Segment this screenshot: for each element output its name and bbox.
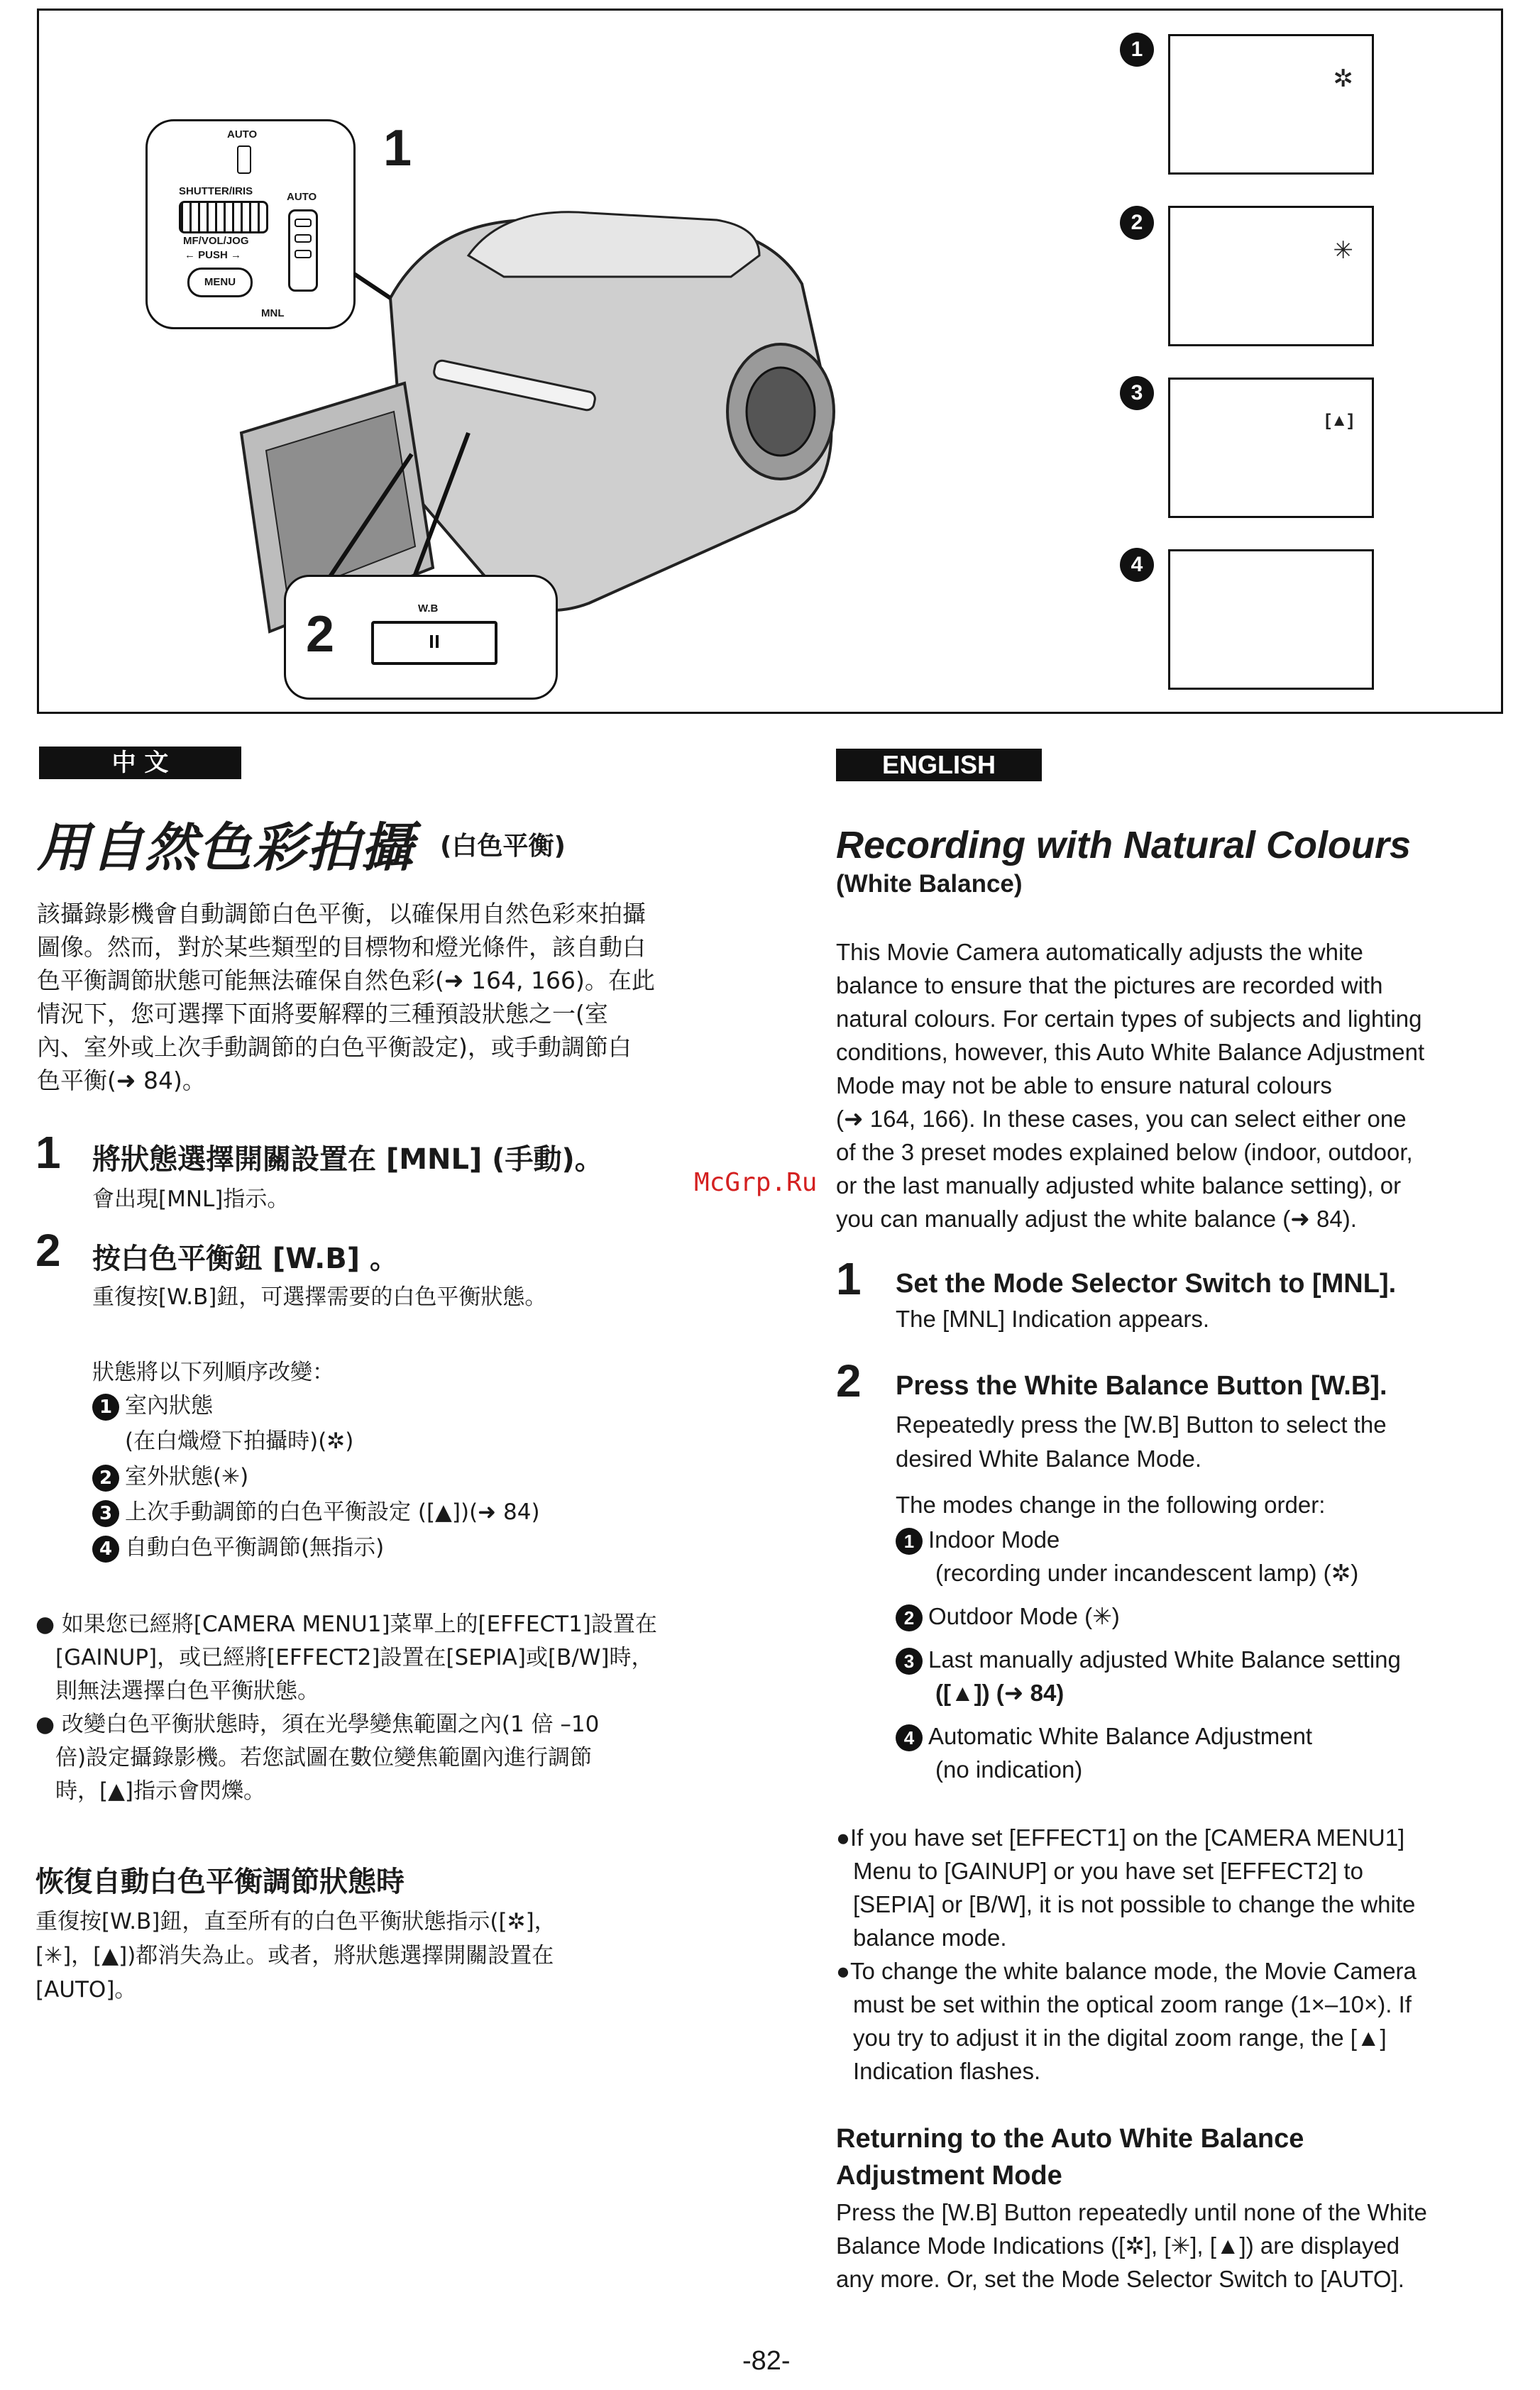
menu-button[interactable]: MENU (187, 268, 253, 297)
return-heading-line: Adjustment Mode (836, 2161, 1062, 2191)
return-line: any more. Or, set the Mode Selector Switch to [AUTO]. (836, 2266, 1404, 2292)
en-return-heading (836, 2120, 1304, 2194)
mode-text: Automatic White Balance Adjustment (928, 1723, 1313, 1749)
watermark: McGrp.Ru (694, 1168, 818, 1197)
zh-step1-title: 將狀態選擇開關設置在 [MNL] (手動)。 (92, 1143, 603, 1176)
en-intro-line: (➜ 164, 166). In these cases, you can select either one (836, 1106, 1407, 1132)
mode-number: 3 (92, 1500, 119, 1527)
note-line: If you have set [EFFECT1] on the [CAMERA MENU1] (849, 1824, 1405, 1851)
mode-selector-switch[interactable] (288, 209, 318, 292)
zh-mode-item (92, 1494, 540, 1530)
manual-wb-icon: [▲] (1325, 411, 1353, 430)
en-note: ●To change the white balance mode, the Movie Camera must be set within the optical zoom range (1×–10×). If you try to adjust it in the digital zoom range, the [▲] Indication flashes. (836, 1954, 1517, 2088)
zh-return-text (35, 1905, 731, 2007)
zh-subtitle: (白色平衡) (440, 832, 566, 861)
en-title: Recording with Natural Colours (836, 824, 1412, 866)
mode-number: 4 (896, 1724, 923, 1751)
note-line: [GAINUP]，或已經將[EFFECT2]設置在[SEPIA]或[B/W]時， (55, 1645, 654, 1670)
en-step1-text: The [MNL] Indication appears. (896, 1306, 1210, 1332)
screen-number: 1 (1120, 33, 1154, 67)
zh-order-intro: 狀態將以下列順序改變： (92, 1360, 334, 1385)
mode-number: 1 (92, 1394, 119, 1421)
auto-label: AUTO (227, 128, 258, 141)
zh-return-heading: 恢復自動白色平衡調節狀態時 (35, 1866, 405, 1898)
en-notes (836, 1821, 1517, 2088)
en-return-text (836, 2196, 1517, 2296)
en-intro-line: balance to ensure that the pictures are recorded with (836, 972, 1383, 998)
en-intro-line: conditions, however, this Auto White Balance Adjustment (836, 1039, 1425, 1065)
return-line: Press the [W.B] Button repeatedly until none of the White (836, 2199, 1427, 2225)
en-mode-item (896, 1643, 1401, 1709)
zh-step1-number: 1 (35, 1127, 61, 1178)
note-line: [SEPIA] or [B/W], it is not possible to change the white (853, 1891, 1416, 1917)
zh-intro-line: 圖像。然而，對於某些類型的目標物和燈光條件，該自動白 (37, 933, 646, 961)
zh-intro-line: 色平衡調節狀態可能無法確保自然色彩(➜ 164, 166)。在此 (37, 967, 655, 994)
en-intro-line: This Movie Camera automatically adjusts the white (836, 939, 1363, 965)
auto-indicator (237, 145, 251, 174)
en-step2-title: Press the White Balance Button [W.B]. (896, 1371, 1387, 1401)
note-line: 倍)設定攝錄影機。若您試圖在數位變焦範圍內進行調節 (55, 1745, 593, 1771)
mnl-label: MNL (261, 307, 285, 319)
en-step1-number: 1 (836, 1253, 862, 1304)
return-heading-line: Returning to the Auto White Balance (836, 2124, 1304, 2154)
screen-auto (1168, 549, 1374, 690)
zh-step1-text: 會出現[MNL]指示。 (92, 1186, 290, 1212)
en-intro-line: or the last manually adjusted white balance setting), or (836, 1172, 1402, 1199)
en-mode-item (896, 1599, 1401, 1633)
note-line: you try to adjust it in the digital zoom range, the [▲] (853, 2025, 1387, 2051)
zh-title: 用自然色彩拍攝 (37, 817, 414, 879)
return-line: 重復按[W.B]鈕，直至所有的白色平衡狀態指示([✲]， (35, 1909, 556, 1934)
zh-mode-item (92, 1459, 540, 1494)
screen-number: 3 (1120, 376, 1154, 410)
note-line: Menu to [GAINUP] or you have set [EFFECT2] to (853, 1858, 1363, 1884)
english-label: ENGLISH (836, 749, 1042, 781)
camera-handle (468, 212, 759, 277)
zh-note: ● 如果您已經將[CAMERA MENU1]菜單上的[EFFECT1]設置在 [GAINUP]，或已經將[EFFECT2]設置在[SEPIA]或[B/W]時， 則無法選擇白色平衡狀態。 (35, 1608, 731, 1708)
page-number: -82- (742, 2346, 791, 2376)
en-intro-line: natural colours. For certain types of subjects and lighting (836, 1006, 1422, 1032)
note-line: 改變白色平衡狀態時，須在光學變焦範圍之內(1 倍 –10 (61, 1712, 600, 1737)
return-line: Balance Mode Indications ([✲], [✳], [▲]) are displayed (836, 2232, 1400, 2259)
screen-indoor (1168, 34, 1374, 175)
screen-number: 4 (1120, 548, 1154, 582)
mode-text: 室外狀態(✳) (125, 1464, 249, 1489)
note-line: 則無法選擇白色平衡狀態。 (55, 1678, 319, 1704)
mf-vol-jog-label: MF/VOL/JOG (183, 235, 249, 247)
chinese-label: 中 文 (39, 747, 241, 779)
zh-intro-line: 內、室外或上次手動調節的白色平衡設定)，或手動調節白 (37, 1033, 632, 1061)
mode-number: 2 (896, 1604, 923, 1631)
lens-glass (747, 368, 815, 456)
note-line: 如果您已經將[CAMERA MENU1]菜單上的[EFFECT1]設置在 (61, 1612, 657, 1637)
en-mode-list (896, 1523, 1401, 1786)
en-order-intro: The modes change in the following order: (896, 1492, 1326, 1518)
auto-side-label: AUTO (287, 191, 317, 203)
zh-step2-text: 重復按[W.B]鈕，可選擇需要的白色平衡狀態。 (92, 1284, 547, 1310)
en-mode-item (896, 1523, 1401, 1590)
mode-text: (no indication) (935, 1756, 1083, 1783)
mode-text: Last manually adjusted White Balance setting (928, 1646, 1401, 1673)
mode-number: 2 (92, 1465, 119, 1492)
en-step2-text (896, 1408, 1387, 1476)
screen-number: 2 (1120, 206, 1154, 240)
en-intro-line: of the 3 preset modes explained below (indoor, outdoor, (836, 1139, 1413, 1165)
note-line: To change the white balance mode, the Movie Camera (849, 1958, 1417, 1984)
zh-intro (37, 897, 718, 1097)
zh-intro-line: 情況下，您可選擇下面將要解釋的三種預設狀態之一(室 (37, 1000, 608, 1028)
zh-mode-item (92, 1388, 540, 1423)
zh-intro-line: 色平衡(➜ 84)。 (37, 1067, 206, 1094)
wb-button-inset (284, 575, 558, 700)
mode-text: 自動白色平衡調節(無指示) (125, 1535, 385, 1560)
step2-line: desired White Balance Mode. (896, 1445, 1202, 1472)
en-subtitle: (White Balance) (836, 870, 1023, 898)
mode-text: Indoor Mode (928, 1526, 1060, 1553)
zh-mode-list (92, 1388, 540, 1565)
en-mode-item (896, 1719, 1401, 1786)
shutter-iris-label: SHUTTER/IRIS (179, 185, 253, 197)
return-line: [AUTO]。 (35, 1977, 137, 2003)
mode-text: Outdoor Mode (✳) (928, 1603, 1120, 1629)
jog-dial[interactable] (179, 201, 268, 233)
note-line: Indication flashes. (853, 2058, 1041, 2084)
en-intro-line: you can manually adjust the white balance (➜ 84). (836, 1206, 1357, 1232)
zh-notes (35, 1608, 731, 1808)
note-line: balance mode. (853, 1924, 1007, 1951)
mode-number: 1 (896, 1528, 923, 1555)
zh-note: ● 改變白色平衡狀態時，須在光學變焦範圍之內(1 倍 –10 倍)設定攝錄影機。若您試圖在數位變焦範圍內進行調節 時，[▲]指示會閃爍。 (35, 1708, 731, 1808)
zh-intro-line: 該攝錄影機會自動調節白色平衡，以確保用自然色彩來拍攝 (37, 900, 646, 927)
zh-mode-item (92, 1530, 540, 1565)
screen-manual (1168, 378, 1374, 518)
return-line: [✳]，[▲])都消失為止。或者，將狀態選擇開關設置在 (35, 1943, 554, 1968)
mode-switch-inset (145, 119, 356, 329)
outdoor-sun-icon: ✳ (1333, 237, 1353, 264)
zh-mode-item (92, 1423, 540, 1459)
wb-button[interactable] (371, 621, 497, 665)
note-line: must be set within the optical zoom range (1×–10×). If (853, 1991, 1412, 2017)
push-label: ← PUSH → (185, 249, 242, 261)
mode-text: 室內狀態 (125, 1393, 213, 1419)
en-intro (836, 935, 1517, 1235)
en-step2-number: 2 (836, 1355, 862, 1406)
mode-text: (recording under incandescent lamp) (✲) (935, 1560, 1359, 1586)
zh-step2-number: 2 (35, 1225, 61, 1276)
step2-line: Repeatedly press the [W.B] Button to select the (896, 1411, 1387, 1438)
note-line: 時，[▲]指示會閃爍。 (55, 1778, 266, 1804)
en-intro-line: Mode may not be able to ensure natural colours (836, 1072, 1332, 1098)
mode-number: 3 (896, 1648, 923, 1675)
mode-text: 上次手動調節的白色平衡設定 ([▲])(➜ 84) (125, 1499, 540, 1525)
mode-text: ([▲]) (➜ 84) (935, 1680, 1065, 1706)
mode-number: 4 (92, 1536, 119, 1563)
en-note: ●If you have set [EFFECT1] on the [CAMERA MENU1] Menu to [GAINUP] or you have set [EFFECT2] to [SEPIA] or [B/W], it is not possible to change the white balance mode. (836, 1821, 1517, 1954)
wb-label: W.B (418, 602, 439, 615)
screen-outdoor (1168, 206, 1374, 346)
zh-step2-title: 按白色平衡鈕 [W.B] 。 (92, 1243, 398, 1275)
mode-text: (在白熾燈下拍攝時)(✲) (125, 1428, 354, 1454)
callout-1: 1 (383, 120, 412, 177)
indoor-lamp-icon: ✲ (1333, 65, 1353, 92)
callout-2: 2 (306, 606, 335, 663)
en-step1-title: Set the Mode Selector Switch to [MNL]. (896, 1269, 1397, 1299)
